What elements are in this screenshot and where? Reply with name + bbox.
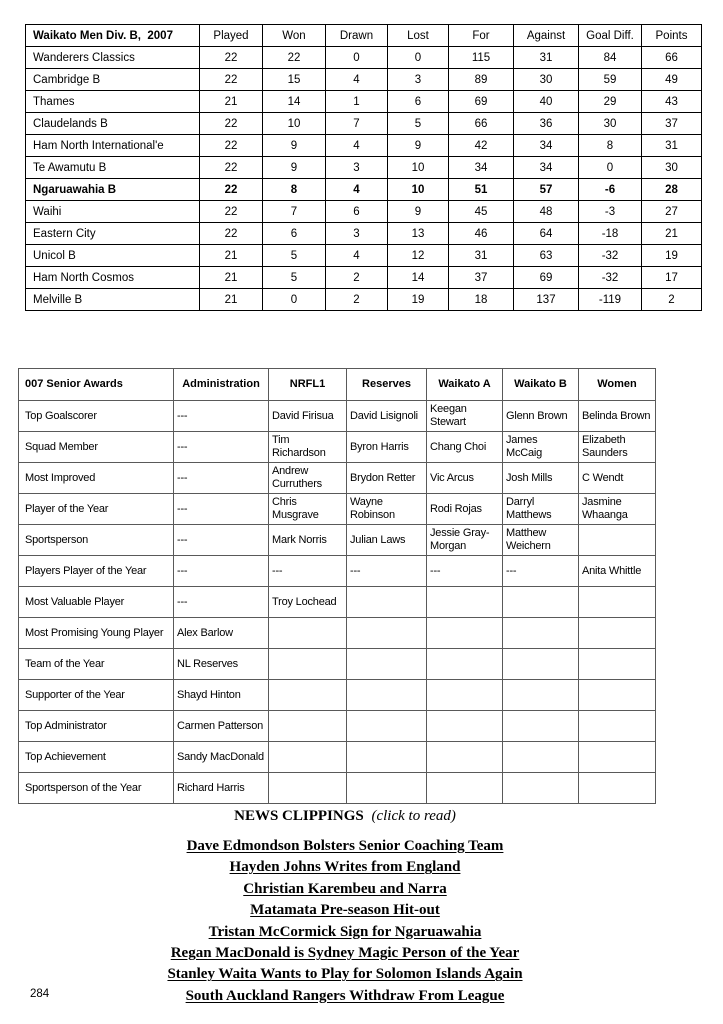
award-winner-cell: Jessie Gray-Morgan <box>427 525 503 556</box>
award-winner-cell <box>269 711 347 742</box>
award-winner-cell <box>427 649 503 680</box>
award-winner-cell <box>503 618 579 649</box>
awards-table-row <box>19 494 656 525</box>
stat-cell: 31 <box>642 135 702 157</box>
league-table-row <box>26 289 702 311</box>
league-table-row <box>26 91 702 113</box>
team-name-cell: Ham North Cosmos <box>26 267 200 289</box>
award-name-cell: Top Goalscorer <box>19 401 174 432</box>
league-table-row <box>26 223 702 245</box>
award-winner-cell <box>269 618 347 649</box>
award-name-cell: Player of the Year <box>19 494 174 525</box>
stat-cell: 84 <box>579 47 642 69</box>
stat-cell: 9 <box>388 201 449 223</box>
award-winner-cell <box>579 742 656 773</box>
award-winner-cell: David Lisignoli <box>347 401 427 432</box>
award-winner-cell: Wayne Robinson <box>347 494 427 525</box>
stat-cell: 89 <box>449 69 514 91</box>
awards-table-row <box>19 401 656 432</box>
award-name-cell: Squad Member <box>19 432 174 463</box>
award-winner-cell: Troy Lochead <box>269 587 347 618</box>
stat-cell: 7 <box>263 201 326 223</box>
stat-cell: 0 <box>579 157 642 179</box>
stat-cell: 37 <box>642 113 702 135</box>
league-table-row <box>26 201 702 223</box>
award-winner-cell: Rodi Rojas <box>427 494 503 525</box>
stat-cell: 8 <box>579 135 642 157</box>
award-winner-cell: --- <box>174 556 269 587</box>
stat-cell: 27 <box>642 201 702 223</box>
stat-cell: 2 <box>326 289 388 311</box>
award-winner-cell <box>427 587 503 618</box>
award-winner-cell <box>579 618 656 649</box>
stat-cell: 19 <box>388 289 449 311</box>
stat-cell: 14 <box>388 267 449 289</box>
news-link[interactable]: Matamata Pre-season Hit-out <box>250 902 440 919</box>
stat-cell: 6 <box>326 201 388 223</box>
awards-table <box>18 368 656 804</box>
award-winner-cell <box>427 680 503 711</box>
news-link[interactable]: Christian Karembeu and Narra <box>243 880 447 897</box>
stat-cell: 17 <box>642 267 702 289</box>
awards-table-row <box>19 618 656 649</box>
award-winner-cell <box>269 773 347 804</box>
stat-cell: 21 <box>200 267 263 289</box>
stat-cell: 13 <box>388 223 449 245</box>
stat-cell: 4 <box>326 245 388 267</box>
league-table <box>25 24 702 311</box>
league-table-row <box>26 47 702 69</box>
league-column-header: Played <box>200 25 263 47</box>
league-header-row <box>26 25 702 47</box>
stat-cell: 49 <box>642 69 702 91</box>
stat-cell: -3 <box>579 201 642 223</box>
award-winner-cell: --- <box>347 556 427 587</box>
award-winner-cell <box>427 773 503 804</box>
page-number: 284 <box>30 988 50 1000</box>
stat-cell: -119 <box>579 289 642 311</box>
league-column-header: Won <box>263 25 326 47</box>
award-winner-cell <box>347 773 427 804</box>
award-name-cell: Top Achievement <box>19 742 174 773</box>
award-winner-cell: Carmen Patterson <box>174 711 269 742</box>
award-winner-cell: Josh Mills <box>503 463 579 494</box>
team-name-cell: Claudelands B <box>26 113 200 135</box>
stat-cell: 4 <box>326 179 388 201</box>
stat-cell: 0 <box>326 47 388 69</box>
award-winner-cell <box>503 587 579 618</box>
stat-cell: 51 <box>449 179 514 201</box>
award-winner-cell <box>347 649 427 680</box>
league-column-header: Drawn <box>326 25 388 47</box>
stat-cell: 2 <box>326 267 388 289</box>
stat-cell: -18 <box>579 223 642 245</box>
team-name-cell: Thames <box>26 91 200 113</box>
team-name-cell: Melville B <box>26 289 200 311</box>
award-winner-cell: --- <box>174 463 269 494</box>
awards-column-header: NRFL1 <box>269 369 347 401</box>
stat-cell: 22 <box>263 47 326 69</box>
stat-cell: 45 <box>449 201 514 223</box>
stat-cell: 46 <box>449 223 514 245</box>
awards-column-header: Waikato A <box>427 369 503 401</box>
award-name-cell: Sportsperson <box>19 525 174 556</box>
league-table-row <box>26 157 702 179</box>
stat-cell: 22 <box>200 47 263 69</box>
awards-table-row <box>19 711 656 742</box>
award-winner-cell: Mark Norris <box>269 525 347 556</box>
award-winner-cell: NL Reserves <box>174 649 269 680</box>
league-column-header: Lost <box>388 25 449 47</box>
news-clippings-section <box>0 806 690 1007</box>
award-winner-cell: Darryl Matthews <box>503 494 579 525</box>
award-winner-cell <box>347 680 427 711</box>
awards-table-title: 007 Senior Awards <box>19 369 174 401</box>
award-winner-cell <box>503 711 579 742</box>
stat-cell: 43 <box>642 91 702 113</box>
stat-cell: -32 <box>579 245 642 267</box>
stat-cell: 5 <box>388 113 449 135</box>
stat-cell: 5 <box>263 267 326 289</box>
news-link[interactable]: Stanley Waita Wants to Play for Solomon Islands Again <box>167 966 523 983</box>
award-winner-cell: Tim Richardson <box>269 432 347 463</box>
award-winner-cell: --- <box>174 432 269 463</box>
stat-cell: 31 <box>449 245 514 267</box>
stat-cell: -6 <box>579 179 642 201</box>
award-winner-cell: Elizabeth Saunders <box>579 432 656 463</box>
awards-table-row <box>19 742 656 773</box>
team-name-cell: Wanderers Classics <box>26 47 200 69</box>
award-winner-cell: --- <box>269 556 347 587</box>
stat-cell: 18 <box>449 289 514 311</box>
stat-cell: 69 <box>514 267 579 289</box>
stat-cell: 9 <box>388 135 449 157</box>
news-link[interactable]: South Auckland Rangers Withdraw From League <box>185 987 505 1004</box>
league-table-title: Waikato Men Div. B, 2007 <box>26 25 200 47</box>
award-winner-cell <box>347 587 427 618</box>
stat-cell: 30 <box>642 157 702 179</box>
stat-cell: 64 <box>514 223 579 245</box>
league-table-row <box>26 69 702 91</box>
award-winner-cell <box>427 618 503 649</box>
awards-column-header: Reserves <box>347 369 427 401</box>
award-name-cell: Top Administrator <box>19 711 174 742</box>
league-table-row <box>26 113 702 135</box>
stat-cell: 115 <box>449 47 514 69</box>
stat-cell: 9 <box>263 135 326 157</box>
stat-cell: 63 <box>514 245 579 267</box>
award-winner-cell: Jasmine Whaanga <box>579 494 656 525</box>
stat-cell: 21 <box>200 289 263 311</box>
news-link[interactable]: Hayden Johns Writes from England <box>229 859 461 876</box>
awards-table-row <box>19 773 656 804</box>
award-winner-cell <box>503 680 579 711</box>
award-winner-cell <box>503 742 579 773</box>
team-name-cell: Te Awamutu B <box>26 157 200 179</box>
team-name-cell: Ham North International'e <box>26 135 200 157</box>
team-name-cell: Waihi <box>26 201 200 223</box>
award-winner-cell: Keegan Stewart <box>427 401 503 432</box>
awards-table-row <box>19 463 656 494</box>
award-winner-cell <box>579 649 656 680</box>
stat-cell: 22 <box>200 223 263 245</box>
league-table-row <box>26 245 702 267</box>
stat-cell: 8 <box>263 179 326 201</box>
award-winner-cell: Matthew Weichern <box>503 525 579 556</box>
awards-header-row <box>19 369 656 401</box>
stat-cell: 57 <box>514 179 579 201</box>
stat-cell: 28 <box>642 179 702 201</box>
award-winner-cell: Belinda Brown <box>579 401 656 432</box>
award-winner-cell <box>579 680 656 711</box>
award-winner-cell: Julian Laws <box>347 525 427 556</box>
stat-cell: 3 <box>326 157 388 179</box>
stat-cell: 36 <box>514 113 579 135</box>
award-name-cell: Sportsperson of the Year <box>19 773 174 804</box>
stat-cell: 31 <box>514 47 579 69</box>
award-winner-cell <box>347 618 427 649</box>
stat-cell: 1 <box>326 91 388 113</box>
news-link[interactable]: Regan MacDonald is Sydney Magic Person of the Year <box>170 945 520 962</box>
stat-cell: 21 <box>642 223 702 245</box>
award-winner-cell: Glenn Brown <box>503 401 579 432</box>
awards-column-header: Waikato B <box>503 369 579 401</box>
stat-cell: 9 <box>263 157 326 179</box>
stat-cell: 22 <box>200 157 263 179</box>
award-winner-cell: Anita Whittle <box>579 556 656 587</box>
league-column-header: Goal Diff. <box>579 25 642 47</box>
news-clippings-heading <box>0 806 690 826</box>
stat-cell: 22 <box>200 69 263 91</box>
stat-cell: 0 <box>263 289 326 311</box>
award-winner-cell <box>347 711 427 742</box>
league-table-row <box>26 135 702 157</box>
stat-cell: 10 <box>388 179 449 201</box>
award-winner-cell <box>269 742 347 773</box>
league-column-header: Points <box>642 25 702 47</box>
award-name-cell: Team of the Year <box>19 649 174 680</box>
award-name-cell: Supporter of the Year <box>19 680 174 711</box>
awards-table-row <box>19 680 656 711</box>
team-name-cell: Eastern City <box>26 223 200 245</box>
news-clippings-title: NEWS CLIPPINGS <box>234 808 364 824</box>
team-name-cell: Cambridge B <box>26 69 200 91</box>
league-column-header: Against <box>514 25 579 47</box>
awards-column-header: Women <box>579 369 656 401</box>
award-winner-cell: --- <box>174 401 269 432</box>
award-winner-cell: --- <box>503 556 579 587</box>
stat-cell: 34 <box>514 157 579 179</box>
stat-cell: 21 <box>200 91 263 113</box>
award-name-cell: Players Player of the Year <box>19 556 174 587</box>
award-winner-cell: --- <box>174 525 269 556</box>
awards-column-header: Administration <box>174 369 269 401</box>
award-winner-cell <box>503 773 579 804</box>
stat-cell: 12 <box>388 245 449 267</box>
award-winner-cell <box>269 649 347 680</box>
stat-cell: 21 <box>200 245 263 267</box>
stat-cell: 22 <box>200 135 263 157</box>
stat-cell: -32 <box>579 267 642 289</box>
award-name-cell: Most Improved <box>19 463 174 494</box>
awards-table-row <box>19 525 656 556</box>
award-winner-cell <box>579 711 656 742</box>
awards-table-row <box>19 649 656 680</box>
award-winner-cell: Vic Arcus <box>427 463 503 494</box>
stat-cell: 48 <box>514 201 579 223</box>
award-winner-cell <box>269 680 347 711</box>
news-link[interactable]: Tristan McCormick Sign for Ngaruawahia <box>208 923 482 940</box>
stat-cell: 10 <box>263 113 326 135</box>
award-winner-cell: --- <box>174 587 269 618</box>
stat-cell: 22 <box>200 179 263 201</box>
award-winner-cell: David Firisua <box>269 401 347 432</box>
stat-cell: 22 <box>200 113 263 135</box>
league-table-row <box>26 267 702 289</box>
award-winner-cell: Richard Harris <box>174 773 269 804</box>
stat-cell: 30 <box>514 69 579 91</box>
stat-cell: 137 <box>514 289 579 311</box>
award-winner-cell <box>427 711 503 742</box>
award-winner-cell: Byron Harris <box>347 432 427 463</box>
award-name-cell: Most Valuable Player <box>19 587 174 618</box>
stat-cell: 3 <box>326 223 388 245</box>
stat-cell: 5 <box>263 245 326 267</box>
award-name-cell: Most Promising Young Player <box>19 618 174 649</box>
stat-cell: 3 <box>388 69 449 91</box>
news-clippings-subtitle: (click to read) <box>371 808 456 824</box>
stat-cell: 2 <box>642 289 702 311</box>
stat-cell: 59 <box>579 69 642 91</box>
stat-cell: 30 <box>579 113 642 135</box>
stat-cell: 14 <box>263 91 326 113</box>
stat-cell: 6 <box>263 223 326 245</box>
award-winner-cell: Andrew Curruthers <box>269 463 347 494</box>
award-winner-cell: Alex Barlow <box>174 618 269 649</box>
stat-cell: 37 <box>449 267 514 289</box>
award-winner-cell <box>427 742 503 773</box>
stat-cell: 10 <box>388 157 449 179</box>
award-winner-cell: James McCaig <box>503 432 579 463</box>
league-column-header: For <box>449 25 514 47</box>
award-winner-cell <box>579 587 656 618</box>
award-winner-cell: Sandy MacDonald <box>174 742 269 773</box>
award-winner-cell <box>347 742 427 773</box>
award-winner-cell <box>503 649 579 680</box>
stat-cell: 34 <box>449 157 514 179</box>
stat-cell: 66 <box>449 113 514 135</box>
stat-cell: 69 <box>449 91 514 113</box>
award-winner-cell: --- <box>174 494 269 525</box>
stat-cell: 4 <box>326 69 388 91</box>
stat-cell: 66 <box>642 47 702 69</box>
team-name-cell: Unicol B <box>26 245 200 267</box>
award-winner-cell: Shayd Hinton <box>174 680 269 711</box>
award-winner-cell: Chris Musgrave <box>269 494 347 525</box>
stat-cell: 34 <box>514 135 579 157</box>
awards-table-row <box>19 587 656 618</box>
awards-table-row <box>19 556 656 587</box>
award-winner-cell: C Wendt <box>579 463 656 494</box>
stat-cell: 4 <box>326 135 388 157</box>
stat-cell: 15 <box>263 69 326 91</box>
award-winner-cell <box>579 773 656 804</box>
stat-cell: 7 <box>326 113 388 135</box>
award-winner-cell: Chang Choi <box>427 432 503 463</box>
news-link[interactable]: Dave Edmondson Bolsters Senior Coaching Team <box>186 838 504 854</box>
stat-cell: 22 <box>200 201 263 223</box>
award-winner-cell: --- <box>427 556 503 587</box>
stat-cell: 19 <box>642 245 702 267</box>
awards-table-row <box>19 432 656 463</box>
stat-cell: 42 <box>449 135 514 157</box>
team-name-cell: Ngaruawahia B <box>26 179 200 201</box>
award-winner-cell: Brydon Retter <box>347 463 427 494</box>
news-links-list <box>0 836 690 1007</box>
stat-cell: 6 <box>388 91 449 113</box>
stat-cell: 29 <box>579 91 642 113</box>
stat-cell: 40 <box>514 91 579 113</box>
award-winner-cell <box>579 525 656 556</box>
stat-cell: 0 <box>388 47 449 69</box>
league-table-row <box>26 179 702 201</box>
